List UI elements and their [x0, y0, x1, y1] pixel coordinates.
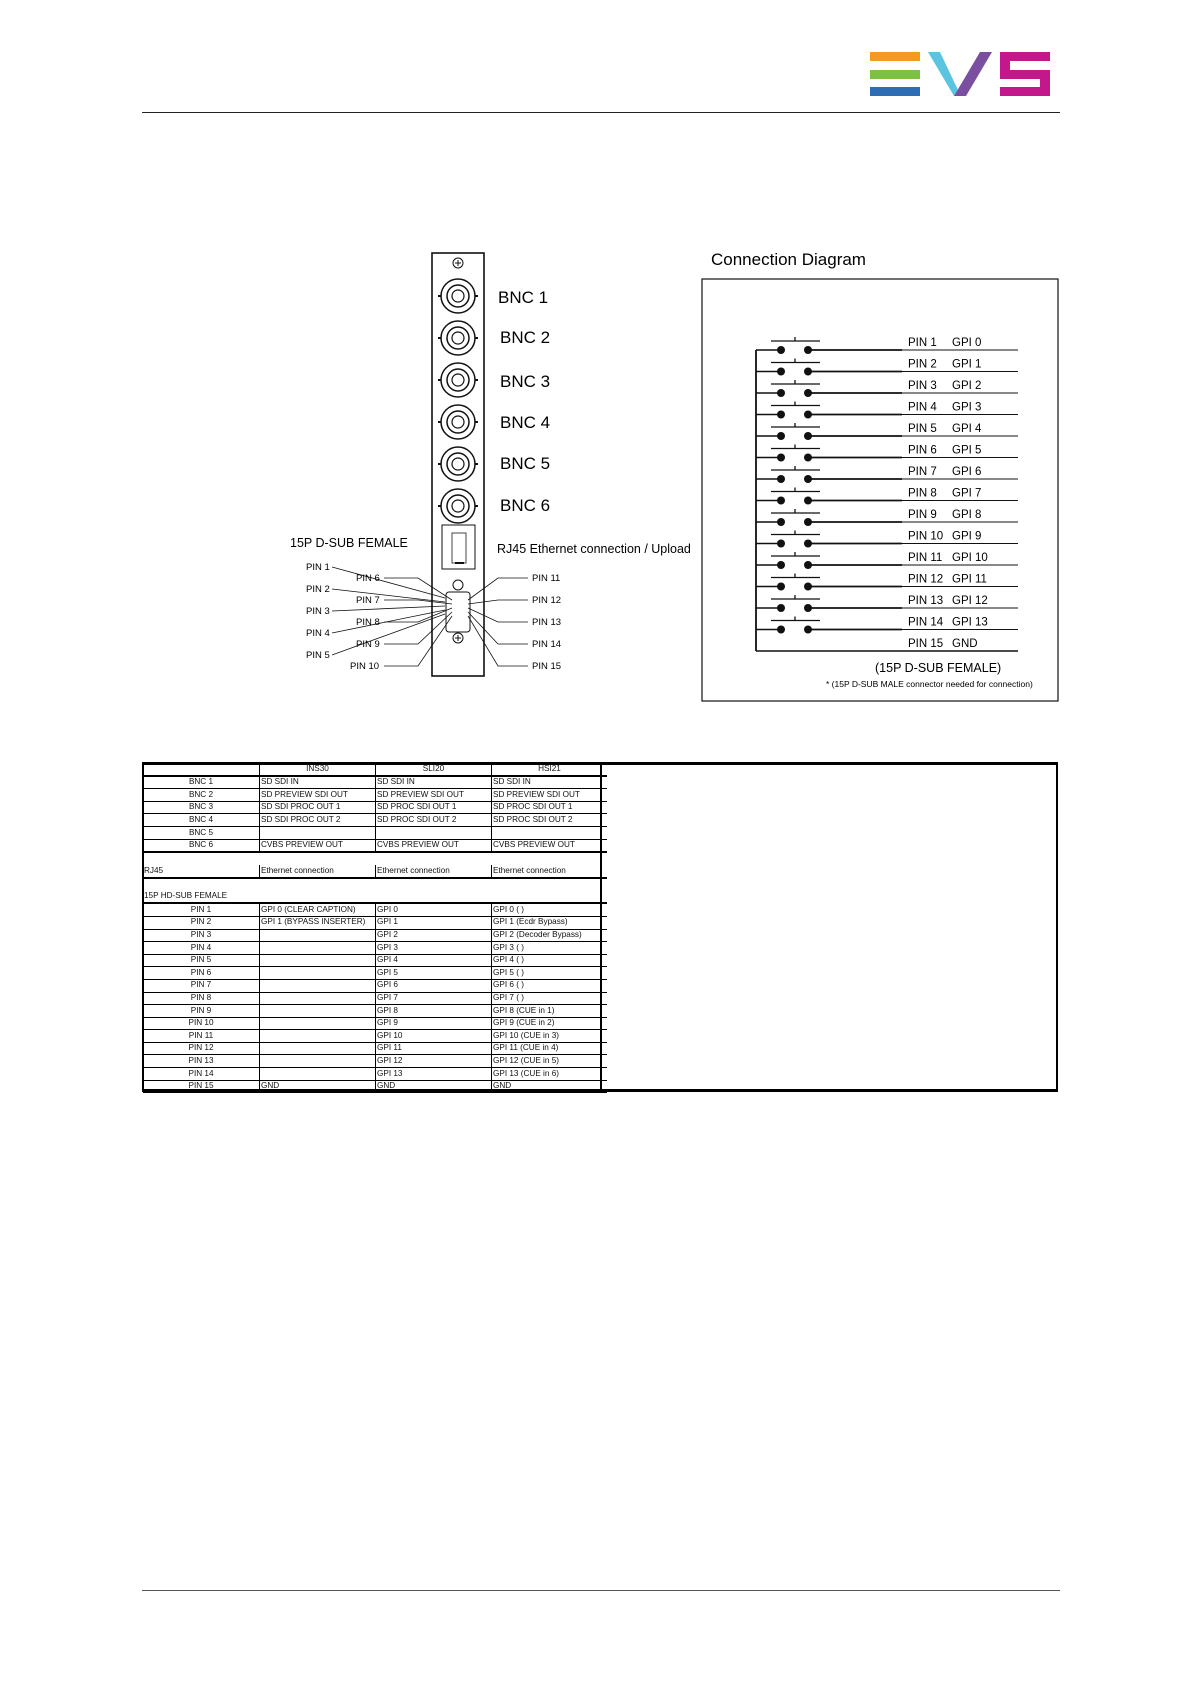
table-cell: GPI 6 ( )	[492, 979, 608, 992]
connection-pin-label: PIN 14	[908, 616, 944, 629]
connector-diagram	[0, 0, 1191, 720]
table-cell: Ethernet connection	[260, 865, 376, 878]
bnc-5-connector-icon	[438, 447, 478, 481]
connection-pin-label: PIN 10	[908, 530, 944, 543]
table-cell	[260, 878, 376, 891]
pin-row	[143, 1042, 607, 1055]
dsub-right-pin-label: PIN 11	[532, 573, 561, 584]
dsub-mid-pin-label: PIN 8	[356, 617, 380, 628]
connection-pin-label: PIN 13	[908, 595, 944, 607]
connection-pin-label: PIN 15	[908, 638, 944, 650]
table-cell	[260, 1030, 376, 1043]
table-cell: GPI 4	[376, 954, 492, 967]
dsub-title: 15P HD-SUB FEMALE	[143, 891, 607, 904]
table-cell: GPI 2 (Decoder Bypass)	[492, 929, 608, 942]
table-cell: SD PREVIEW SDI OUT	[376, 789, 492, 802]
bnc-2-label: BNC 2	[500, 328, 551, 347]
table-cell: GND	[492, 1080, 608, 1093]
table-cell	[376, 852, 492, 865]
table-cell: BNC 2	[143, 789, 260, 802]
connection-signal-label: GPI 13	[952, 616, 988, 629]
bnc-1-connector-icon	[438, 279, 478, 313]
table-cell: GPI 0 ( )	[492, 903, 608, 916]
table-cell	[260, 967, 376, 980]
bottom-screw-icon	[453, 633, 463, 643]
connection-signal-label: GPI 4	[952, 423, 982, 435]
pin-row	[143, 1055, 607, 1068]
table-cell: GPI 6	[376, 979, 492, 992]
bnc-3-connector-icon	[438, 363, 478, 397]
table-cell: GPI 1	[376, 916, 492, 929]
table-cell: GPI 3 ( )	[492, 942, 608, 955]
table-cell	[492, 878, 608, 891]
dsub-left-pin-label: PIN 1	[306, 562, 330, 573]
footer-rule	[142, 1590, 1060, 1591]
table-cell: PIN 13	[143, 1055, 260, 1068]
table-cell: BNC 3	[143, 801, 260, 814]
table-cell: GPI 7	[376, 992, 492, 1005]
bnc-2-connector-icon	[438, 321, 478, 355]
connection-signal-label: GPI 5	[952, 444, 982, 457]
table-cell: GPI 10 (CUE in 3)	[492, 1030, 608, 1043]
table-cell: GPI 0 (CLEAR CAPTION)	[260, 903, 376, 916]
dsub-left-pin-label: PIN 5	[306, 650, 330, 661]
connection-signal-label: GPI 0	[952, 337, 982, 349]
connection-title: Connection Diagram	[711, 250, 866, 269]
bnc-4-label: BNC 4	[500, 413, 551, 432]
table-cell: GND	[376, 1080, 492, 1093]
table-cell: GPI 1 (Ecdr Bypass)	[492, 916, 608, 929]
table-cell: PIN 2	[143, 916, 260, 929]
bnc-4-connector-icon	[438, 405, 478, 439]
bnc-row	[143, 789, 607, 802]
spec-table	[143, 763, 607, 1093]
table-cell: PIN 10	[143, 1017, 260, 1030]
bnc-row	[143, 826, 607, 839]
table-cell: PIN 14	[143, 1068, 260, 1081]
table-cell: GPI 12 (CUE in 5)	[492, 1055, 608, 1068]
table-cell: GPI 12	[376, 1055, 492, 1068]
pin-row	[143, 1017, 607, 1030]
connection-signal-label: GPI 9	[952, 530, 982, 543]
table-cell: GPI 9	[376, 1017, 492, 1030]
table-cell: PIN 4	[143, 942, 260, 955]
dsub-right-pin-label: PIN 14	[532, 639, 562, 650]
dsub-left-pin-label: PIN 4	[306, 628, 330, 639]
table-cell: Ethernet connection	[376, 865, 492, 878]
pin-row	[143, 1005, 607, 1018]
table-cell: PIN 11	[143, 1030, 260, 1043]
table-cell: RJ45	[143, 865, 260, 878]
bnc-row	[143, 801, 607, 814]
pin-row	[143, 903, 607, 916]
table-cell: SD PROC SDI OUT 2	[492, 814, 608, 827]
spacer-row	[143, 852, 607, 865]
table-cell: SD PROC SDI OUT 1	[492, 801, 608, 814]
table-cell	[260, 1068, 376, 1081]
table-cell: SD PREVIEW SDI OUT	[492, 789, 608, 802]
table-cell: SD SDI PROC OUT 1	[260, 801, 376, 814]
table-cell: SD SDI IN	[492, 776, 608, 789]
table-cell: SD SDI IN	[260, 776, 376, 789]
dsub-connector-icon	[446, 580, 470, 632]
pin-row	[143, 916, 607, 929]
bnc-3-label: BNC 3	[500, 372, 551, 391]
bnc-1-label: BNC 1	[498, 288, 549, 307]
dsub-mid-pin-label: PIN 6	[356, 573, 380, 584]
connection-pin-label: PIN 6	[908, 444, 937, 457]
connection-pin-label: PIN 8	[908, 487, 937, 500]
table-cell: PIN 1	[143, 903, 260, 916]
table-cell	[260, 929, 376, 942]
pin-row	[143, 929, 607, 942]
dsub-right-pin-label: PIN 13	[532, 617, 562, 628]
table-cell	[143, 763, 260, 776]
table-cell: BNC 1	[143, 776, 260, 789]
table-cell: GPI 2	[376, 929, 492, 942]
table-cell: PIN 5	[143, 954, 260, 967]
rj45-row	[143, 865, 607, 878]
table-cell: CVBS PREVIEW OUT	[260, 839, 376, 852]
connection-signal-label: GPI 2	[952, 380, 982, 392]
rj45-label: RJ45 Ethernet connection / Upload	[497, 542, 691, 556]
connection-signal-label: GND	[952, 638, 978, 650]
connection-signal-label: GPI 1	[952, 358, 982, 371]
table-cell: SD PROC SDI OUT 1	[376, 801, 492, 814]
table-cell: SD PROC SDI OUT 2	[376, 814, 492, 827]
table-cell	[143, 852, 260, 865]
dsub-mid-pin-label: PIN 10	[350, 661, 380, 672]
connection-signal-label: GPI 7	[952, 487, 982, 500]
table-cell: SD SDI IN	[376, 776, 492, 789]
dsub-left-pin-label: PIN 2	[306, 584, 330, 595]
dsub-mid-pin-label: PIN 9	[356, 639, 380, 650]
table-cell: GPI 8	[376, 1005, 492, 1018]
table-cell: BNC 5	[143, 826, 260, 839]
connection-pin-label: PIN 1	[908, 337, 937, 349]
top-screw-icon	[453, 258, 463, 268]
bnc-row	[143, 776, 607, 789]
table-cell	[260, 942, 376, 955]
connection-pin-label: PIN 4	[908, 401, 937, 414]
table-cell	[260, 826, 376, 839]
connection-signal-label: GPI 6	[952, 466, 982, 478]
dsub-title-row	[143, 891, 607, 904]
connection-pin-label: PIN 5	[908, 423, 937, 435]
connection-signal-label: GPI 3	[952, 401, 982, 414]
pin-row	[143, 979, 607, 992]
table-cell	[376, 826, 492, 839]
bnc-6-connector-icon	[438, 489, 478, 523]
table-cell: PIN 8	[143, 992, 260, 1005]
table-cell	[260, 1017, 376, 1030]
pin-row	[143, 954, 607, 967]
rj45-port-icon	[442, 525, 475, 569]
table-cell: GPI 7 ( )	[492, 992, 608, 1005]
table-cell: GPI 5	[376, 967, 492, 980]
table-cell: GPI 13 (CUE in 6)	[492, 1068, 608, 1081]
table-cell: PIN 15	[143, 1080, 260, 1093]
connection-signal-label: GPI 10	[952, 552, 988, 564]
connection-pin-label: PIN 12	[908, 573, 944, 586]
connection-pin-label: PIN 9	[908, 509, 937, 521]
connection-signal-label: GPI 11	[952, 573, 987, 586]
dsub-right-pin-label: PIN 15	[532, 661, 562, 672]
table-cell	[260, 1042, 376, 1055]
table-cell	[260, 992, 376, 1005]
connection-signal-label: GPI 12	[952, 595, 988, 607]
connection-pin-label: PIN 2	[908, 358, 937, 371]
pin-row	[143, 967, 607, 980]
spacer-row	[143, 878, 607, 891]
pin-row	[143, 1030, 607, 1043]
table-cell: PIN 3	[143, 929, 260, 942]
dsub-left-pin-label: PIN 3	[306, 606, 330, 617]
table-cell: CVBS PREVIEW OUT	[492, 839, 608, 852]
table-cell	[260, 852, 376, 865]
table-cell: BNC 6	[143, 839, 260, 852]
bnc-row	[143, 839, 607, 852]
table-cell: GND	[260, 1080, 376, 1093]
table-cell	[260, 954, 376, 967]
table-cell: PIN 9	[143, 1005, 260, 1018]
connection-pin-label: PIN 3	[908, 380, 937, 392]
table-cell: GPI 11 (CUE in 4)	[492, 1042, 608, 1055]
table-cell: HSI21	[492, 763, 608, 776]
table-cell: GPI 0	[376, 903, 492, 916]
table-cell: PIN 6	[143, 967, 260, 980]
dsub-label: 15P D-SUB FEMALE	[290, 536, 408, 550]
table-cell: GPI 9 (CUE in 2)	[492, 1017, 608, 1030]
table-cell: Ethernet connection	[492, 865, 608, 878]
table-cell: GPI 1 (BYPASS INSERTER)	[260, 916, 376, 929]
connection-pin-label: PIN 11	[908, 552, 943, 564]
connection-pin-label: PIN 7	[908, 466, 937, 478]
pin-row	[143, 942, 607, 955]
pin-row	[143, 1068, 607, 1081]
table-cell	[376, 878, 492, 891]
table-cell	[260, 979, 376, 992]
dsub-mid-pin-label: PIN 7	[356, 595, 380, 606]
bnc-5-label: BNC 5	[500, 454, 551, 473]
table-cell: GPI 5 ( )	[492, 967, 608, 980]
table-cell: SD SDI PROC OUT 2	[260, 814, 376, 827]
table-cell	[492, 852, 608, 865]
bnc-row	[143, 814, 607, 827]
table-cell: SD PREVIEW SDI OUT	[260, 789, 376, 802]
table-cell: PIN 12	[143, 1042, 260, 1055]
table-cell: SLI20	[376, 763, 492, 776]
table-cell: GPI 4 ( )	[492, 954, 608, 967]
table-cell: INS30	[260, 763, 376, 776]
table-cell: GPI 13	[376, 1068, 492, 1081]
bnc-6-label: BNC 6	[500, 496, 551, 515]
table-cell	[492, 826, 608, 839]
connection-signal-label: GPI 8	[952, 509, 982, 521]
connection-footer: (15P D-SUB FEMALE)	[875, 661, 1002, 675]
table-cell: PIN 7	[143, 979, 260, 992]
table-cell	[260, 1055, 376, 1068]
pin-row	[143, 992, 607, 1005]
table-cell: GPI 8 (CUE in 1)	[492, 1005, 608, 1018]
table-cell: GPI 11	[376, 1042, 492, 1055]
table-cell	[143, 878, 260, 891]
table-cell: CVBS PREVIEW OUT	[376, 839, 492, 852]
table-cell: GPI 10	[376, 1030, 492, 1043]
table-cell: BNC 4	[143, 814, 260, 827]
table-cell: GPI 3	[376, 942, 492, 955]
pin-row	[143, 1080, 607, 1093]
connection-note: * (15P D-SUB MALE connector needed for connection)	[826, 679, 1033, 689]
table-header-row	[143, 763, 607, 776]
table-cell	[260, 1005, 376, 1018]
dsub-right-pin-label: PIN 12	[532, 595, 562, 606]
